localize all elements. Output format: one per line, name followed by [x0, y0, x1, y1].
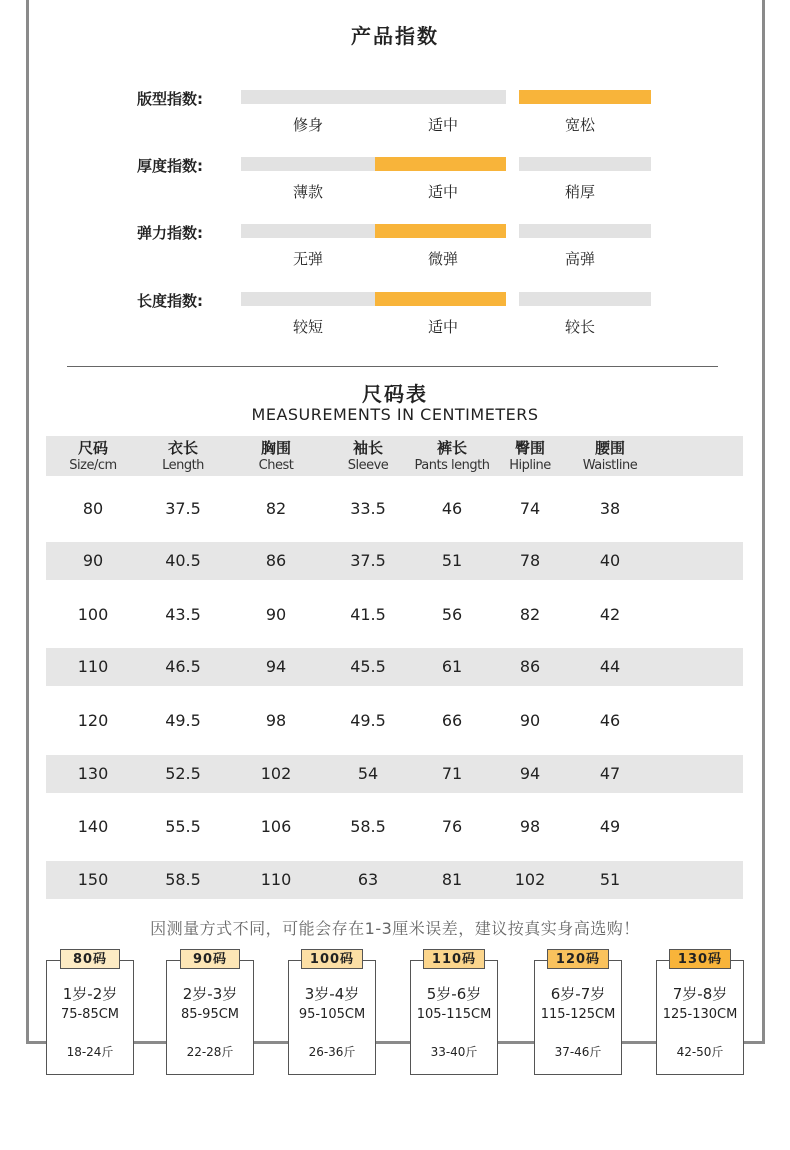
size-card-tag: 100码: [301, 949, 363, 969]
table-row: [46, 702, 743, 740]
table-row: [46, 596, 743, 634]
table-cell: 94: [265, 657, 287, 676]
index-bar: [241, 224, 651, 238]
index-label: 厚度指数:: [137, 157, 203, 175]
size-card-age: 7岁-8岁: [672, 985, 728, 1003]
table-cell: 42: [599, 605, 621, 624]
size-card: [410, 960, 498, 1075]
index-bar-segment-active: [375, 224, 506, 238]
table-cell: 86: [519, 657, 541, 676]
index-bar-segment: [241, 292, 375, 306]
table-cell: 90: [519, 711, 541, 730]
index-bar: [241, 157, 651, 171]
table-cell: 40.5: [165, 551, 201, 570]
table-cell: 51: [599, 870, 621, 889]
size-card-age: 6岁-7岁: [550, 985, 606, 1003]
index-bar: [241, 90, 651, 104]
size-card-age: 2岁-3岁: [182, 985, 238, 1003]
index-option: 修身: [292, 116, 323, 134]
index-option: 较短: [292, 318, 323, 336]
table-cell: 56: [441, 605, 463, 624]
index-row: [0, 292, 790, 352]
table-cell: 55.5: [165, 817, 201, 836]
table-cell: 58.5: [350, 817, 386, 836]
size-card-weight: 18-24斤: [66, 1045, 114, 1059]
table-cell: 94: [519, 764, 541, 783]
size-card-tag: 90码: [180, 949, 240, 969]
table-cell: 71: [441, 764, 463, 783]
table-cell: 110: [77, 657, 109, 676]
table-cell: 78: [519, 551, 541, 570]
size-card-weight: 22-28斤: [186, 1045, 234, 1059]
size-card-tag: 130码: [669, 949, 731, 969]
index-bar-segment: [375, 90, 506, 104]
size-table-header: [46, 436, 743, 476]
table-cell: 63: [357, 870, 379, 889]
index-row: [0, 224, 790, 284]
column-header-zh: 裤长: [436, 439, 467, 457]
table-cell: 49: [599, 817, 621, 836]
table-cell: 61: [441, 657, 463, 676]
section-divider: [67, 366, 718, 367]
size-chart-title: 尺码表: [362, 382, 428, 406]
size-card-height: 115-125CM: [540, 1007, 616, 1022]
column-header-zh: 胸围: [260, 439, 291, 457]
table-row: [46, 755, 743, 793]
index-bar-segment: [519, 224, 651, 238]
table-cell: 52.5: [165, 764, 201, 783]
table-cell: 46: [441, 499, 463, 518]
table-cell: 150: [77, 870, 109, 889]
table-cell: 46: [599, 711, 621, 730]
index-option: 适中: [427, 318, 458, 336]
table-cell: 102: [260, 764, 292, 783]
size-chart-subtitle: MEASUREMENTS IN CENTIMETERS: [251, 405, 539, 424]
index-bar-segment: [241, 224, 375, 238]
table-cell: 106: [260, 817, 292, 836]
column-header-zh: 腰围: [594, 439, 625, 457]
table-cell: 46.5: [165, 657, 201, 676]
table-cell: 120: [77, 711, 109, 730]
table-cell: 47: [599, 764, 621, 783]
size-card-height: 85-95CM: [180, 1007, 240, 1022]
table-cell: 49.5: [165, 711, 201, 730]
size-card-age: 1岁-2岁: [62, 985, 118, 1003]
table-cell: 74: [519, 499, 541, 518]
index-bar-segment-active: [519, 90, 651, 104]
size-card-weight: 33-40斤: [430, 1045, 478, 1059]
column-header-zh: 尺码: [77, 439, 108, 457]
column-header: [226, 439, 326, 474]
column-header-zh: 臀围: [514, 439, 545, 457]
table-cell: 45.5: [350, 657, 386, 676]
table-cell: 66: [441, 711, 463, 730]
size-card-tag: 110码: [423, 949, 485, 969]
column-header-zh: 衣长: [167, 439, 198, 457]
column-header-en: Length: [162, 458, 204, 473]
table-cell: 43.5: [165, 605, 201, 624]
size-card: [656, 960, 744, 1075]
index-option: 微弹: [427, 250, 458, 268]
index-option: 稍厚: [564, 183, 595, 201]
index-label: 版型指数:: [137, 90, 203, 108]
size-card: [534, 960, 622, 1075]
table-cell: 98: [265, 711, 287, 730]
index-bar-segment: [519, 157, 651, 171]
index-row: [0, 90, 790, 150]
table-cell: 41.5: [350, 605, 386, 624]
table-row: [46, 808, 743, 846]
size-card-height: 95-105CM: [298, 1007, 366, 1022]
table-cell: 81: [441, 870, 463, 889]
table-cell: 37.5: [350, 551, 386, 570]
size-card-weight: 42-50斤: [676, 1045, 724, 1059]
table-cell: 76: [441, 817, 463, 836]
size-card-age: 5岁-6岁: [426, 985, 482, 1003]
size-card-tag: 120码: [547, 949, 609, 969]
table-cell: 40: [599, 551, 621, 570]
index-bar-segment: [241, 157, 375, 171]
measurement-note: 因测量方式不同，可能会存在1-3厘米误差，建议按真实身高选购！: [150, 919, 640, 938]
column-header-en: Pants length: [414, 458, 490, 473]
column-header: [560, 439, 660, 474]
table-cell: 86: [265, 551, 287, 570]
index-bar-segment-active: [375, 157, 506, 171]
index-label: 长度指数:: [137, 292, 203, 310]
table-cell: 90: [265, 605, 287, 624]
table-row: [46, 542, 743, 580]
table-cell: 51: [441, 551, 463, 570]
index-option: 高弹: [564, 250, 595, 268]
size-card-weight: 37-46斤: [554, 1045, 602, 1059]
size-card: [46, 960, 134, 1075]
column-header-en: Waistline: [582, 458, 638, 473]
table-cell: 80: [82, 499, 104, 518]
size-card-age: 3岁-4岁: [304, 985, 360, 1003]
table-cell: 49.5: [350, 711, 386, 730]
table-cell: 82: [265, 499, 287, 518]
index-row: [0, 157, 790, 217]
size-card-height: 125-130CM: [662, 1007, 738, 1022]
column-header-zh: 袖长: [352, 439, 383, 457]
table-row: [46, 648, 743, 686]
product-index-title: 产品指数: [351, 24, 439, 48]
size-card: [288, 960, 376, 1075]
table-cell: 33.5: [350, 499, 386, 518]
table-cell: 58.5: [165, 870, 201, 889]
size-card: [166, 960, 254, 1075]
table-cell: 54: [357, 764, 379, 783]
table-cell: 38: [599, 499, 621, 518]
table-cell: 110: [260, 870, 292, 889]
size-card-tag: 80码: [60, 949, 120, 969]
index-option: 宽松: [564, 116, 595, 134]
index-bar: [241, 292, 651, 306]
index-bar-segment: [519, 292, 651, 306]
table-cell: 102: [514, 870, 546, 889]
index-option: 较长: [564, 318, 595, 336]
table-cell: 44: [599, 657, 621, 676]
column-header-en: Size/cm: [69, 458, 117, 473]
index-option: 无弹: [292, 250, 323, 268]
table-cell: 37.5: [165, 499, 201, 518]
table-cell: 98: [519, 817, 541, 836]
column-header-en: Chest: [258, 458, 294, 473]
frame-bottom-border: [26, 1041, 765, 1044]
column-header: [133, 439, 233, 474]
index-option: 适中: [427, 183, 458, 201]
index-option: 薄款: [292, 183, 323, 201]
index-label: 弹力指数:: [137, 224, 203, 242]
table-cell: 100: [77, 605, 109, 624]
table-cell: 90: [82, 551, 104, 570]
table-cell: 140: [77, 817, 109, 836]
index-bar-segment: [241, 90, 375, 104]
table-row: [46, 490, 743, 528]
index-option: 适中: [427, 116, 458, 134]
column-header: [43, 439, 143, 474]
size-card-height: 75-85CM: [60, 1007, 120, 1022]
table-row: [46, 861, 743, 899]
size-card-height: 105-115CM: [416, 1007, 492, 1022]
size-card-weight: 26-36斤: [308, 1045, 356, 1059]
index-bar-segment-active: [375, 292, 506, 306]
column-header-en: Hipline: [509, 458, 551, 473]
column-header-en: Sleeve: [347, 458, 389, 473]
table-cell: 130: [77, 764, 109, 783]
table-cell: 82: [519, 605, 541, 624]
